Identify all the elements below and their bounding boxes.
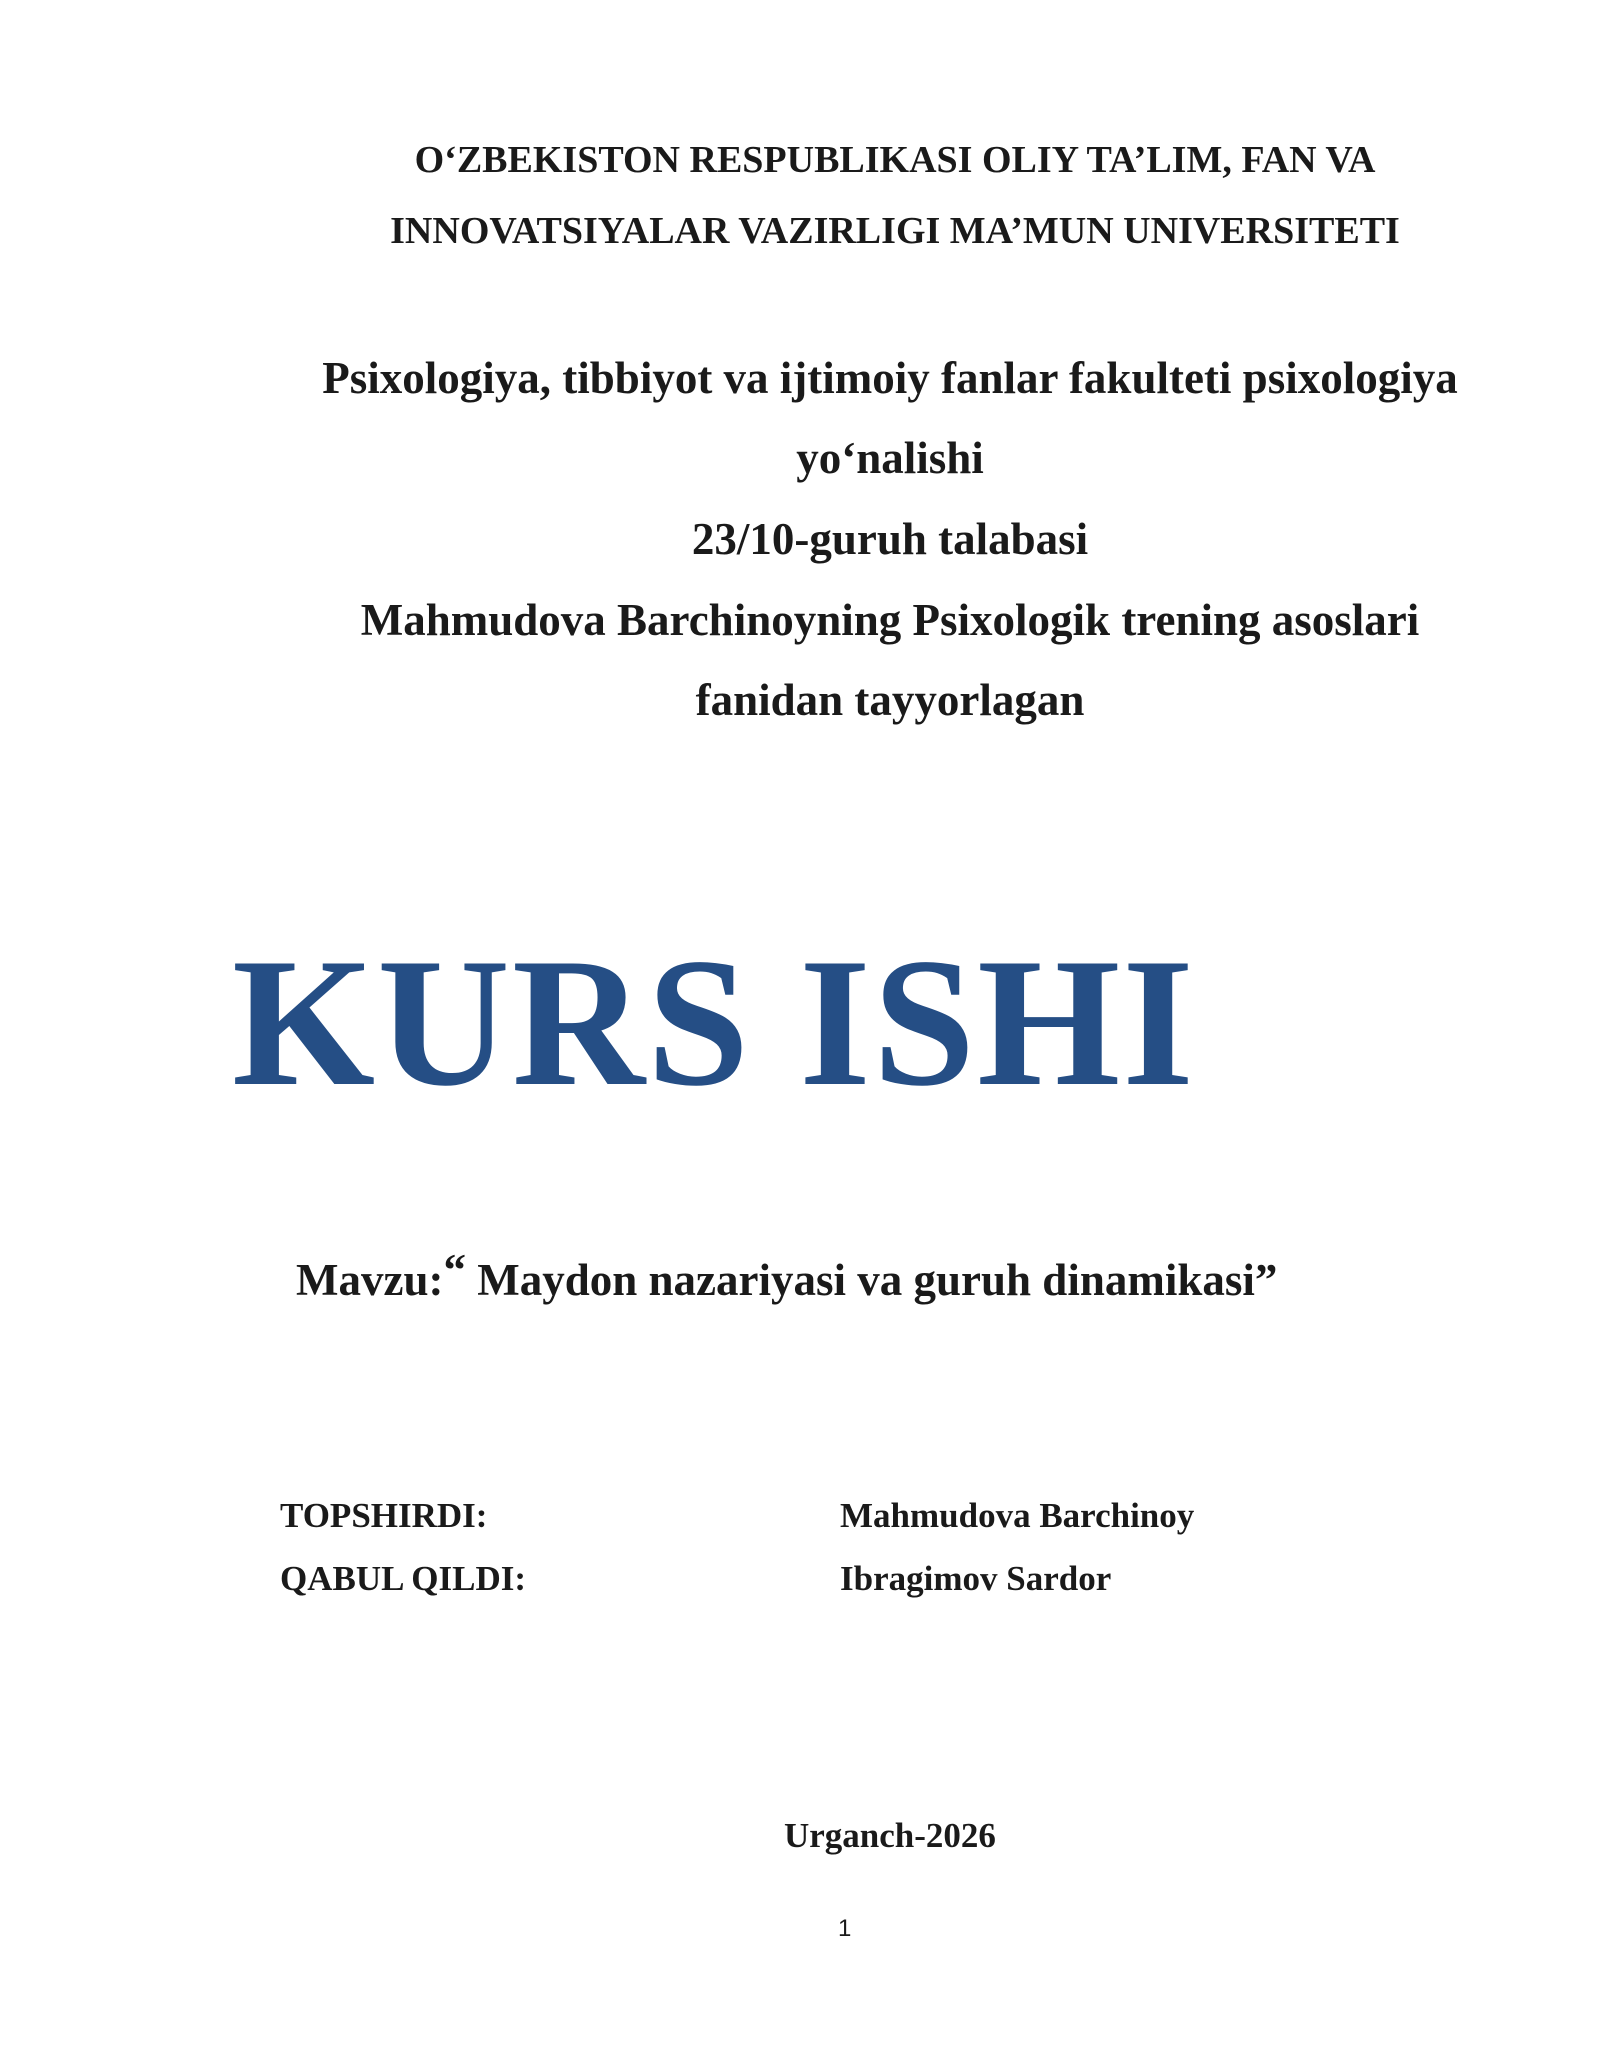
document-title: KURS ISHI <box>232 920 1196 1124</box>
topic <box>296 1245 1278 1306</box>
ministry-header-line-1: O‘ZBEKISTON RESPUBLIKASI OLIY TA’LIM, FAN VA <box>414 139 1376 181</box>
topic-label: Mavzu: <box>296 1255 444 1305</box>
student-subject-line-2: fanidan tayyorlagan <box>695 675 1085 725</box>
ministry-header-line-2: INNOVATSIYALAR VAZIRLIGI MA’MUN UNIVERSITETI <box>390 210 1400 252</box>
topic-open-quote: “ <box>443 1245 466 1295</box>
submitted-name: Mahmudova Barchinoy <box>840 1496 1195 1535</box>
accepted-name: Ibragimov Sardor <box>840 1559 1112 1598</box>
faculty-line-1: Psixologiya, tibbiyot va ijtimoiy fanlar fakulteti psixologiya <box>322 353 1458 403</box>
place-year: Urganch-2026 <box>784 1816 996 1855</box>
topic-text: Maydon nazariyasi va guruh dinamikasi” <box>465 1255 1278 1305</box>
page-number: 1 <box>838 1915 852 1942</box>
student-subject-line-1: Mahmudova Barchinoyning Psixologik trening asoslari <box>360 595 1420 645</box>
faculty-line-2: yo‘nalishi <box>796 433 984 483</box>
submitted-label: TOPSHIRDI: <box>280 1496 488 1535</box>
student-group: 23/10-guruh talabasi <box>691 514 1089 564</box>
accepted-label: QABUL QILDI: <box>280 1559 527 1598</box>
